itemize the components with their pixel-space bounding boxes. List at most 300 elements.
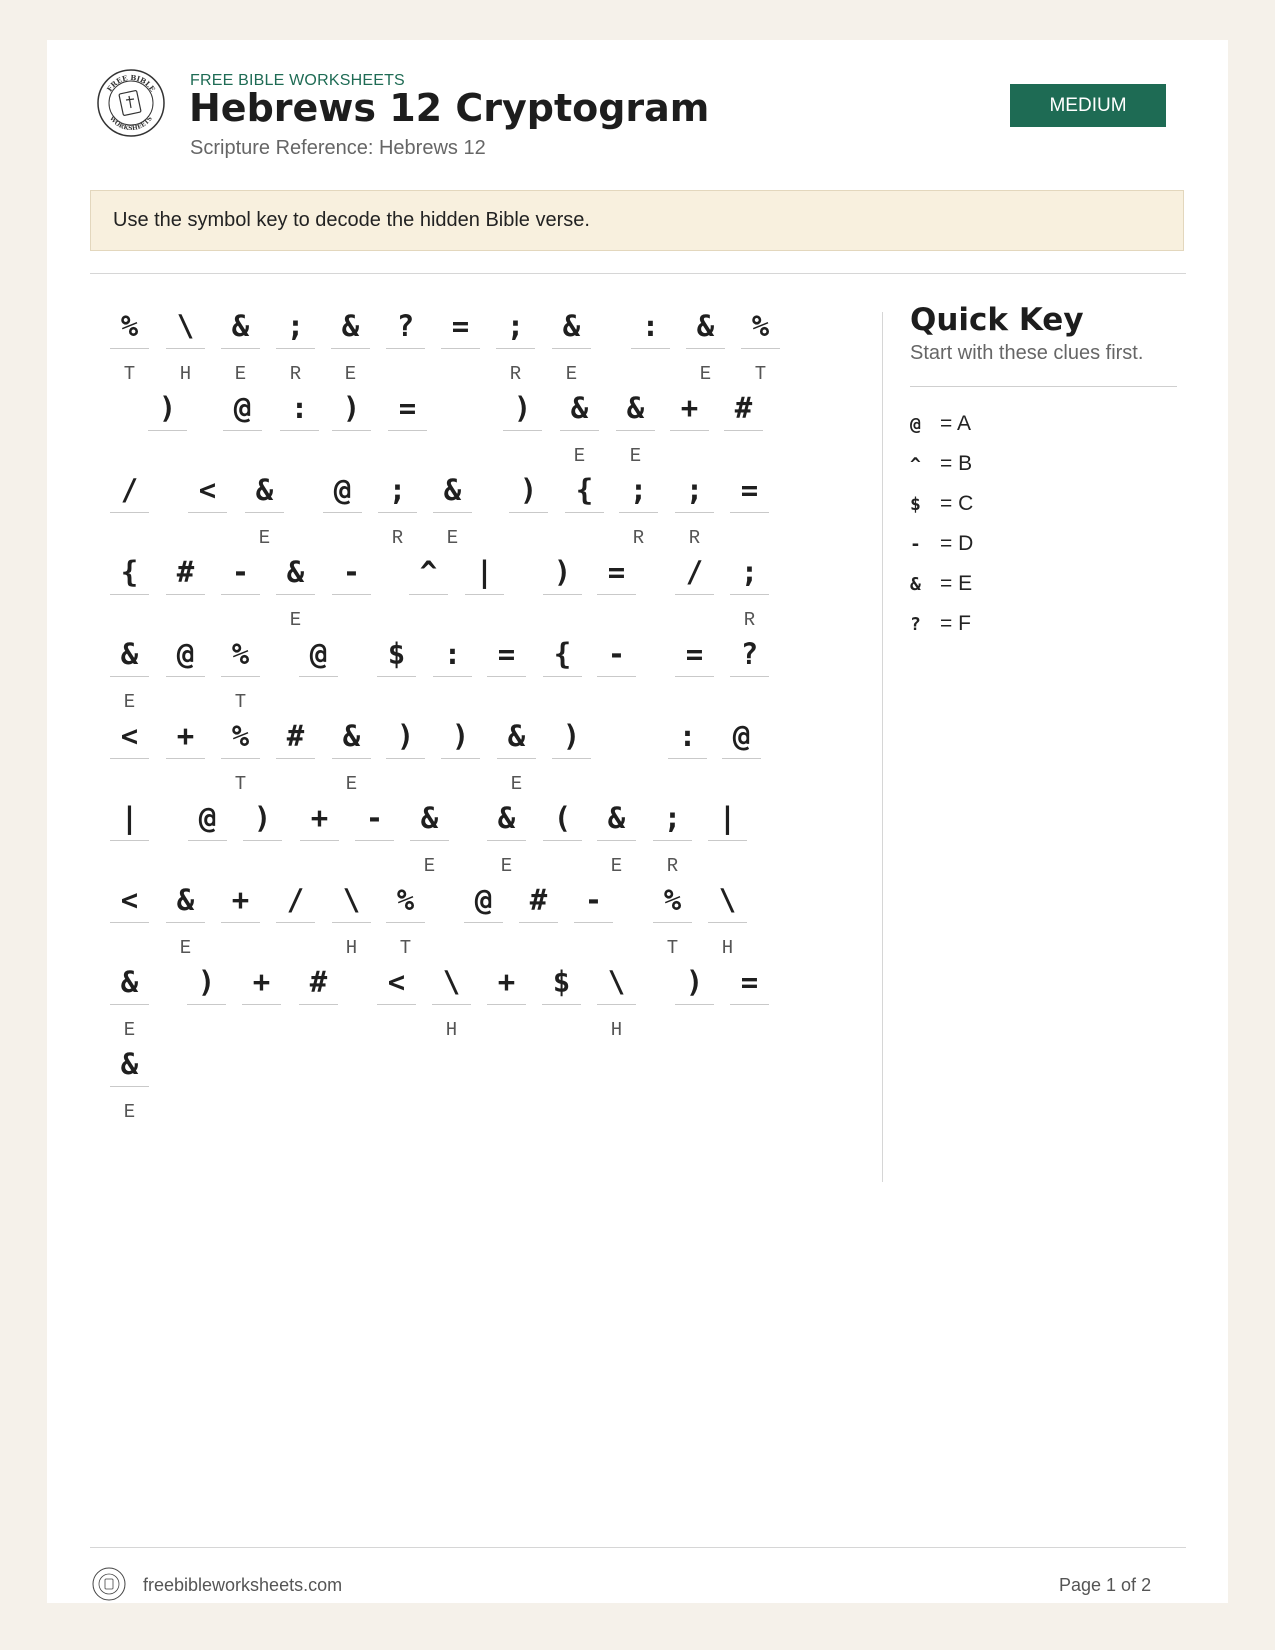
answer-line <box>280 430 319 431</box>
key-letter: = A <box>940 412 971 435</box>
answer-line <box>543 676 582 677</box>
answer-letter <box>464 935 503 961</box>
cipher-symbol: ? <box>740 637 759 671</box>
cipher-symbol: ) <box>553 555 572 589</box>
cipher-symbol: \ <box>176 309 195 343</box>
cipher-symbol: | <box>718 801 737 835</box>
cipher-symbol: : <box>290 391 309 425</box>
scripture-reference: Scripture Reference: Hebrews 12 <box>190 137 486 159</box>
answer-letter <box>166 689 205 715</box>
cipher-cell <box>221 878 260 961</box>
answer-line <box>276 922 315 923</box>
cipher-symbol: & <box>255 473 274 507</box>
key-letter: = D <box>940 532 974 555</box>
cipher-cell <box>331 304 370 387</box>
cipher-cell <box>708 796 747 879</box>
cipher-symbol: & <box>562 309 581 343</box>
answer-letter <box>166 771 205 797</box>
answer-letter <box>188 525 227 551</box>
answer-letter <box>110 607 149 633</box>
cipher-symbol: & <box>120 1047 139 1081</box>
cipher-cell <box>332 386 371 469</box>
answer-line <box>653 840 692 841</box>
cipher-cell <box>619 468 658 551</box>
cipher-symbol: ) <box>562 719 581 753</box>
cipher-cell <box>543 796 582 879</box>
cipher-cell <box>543 632 582 715</box>
answer-letter: R <box>289 363 302 385</box>
answer-letter <box>552 771 591 797</box>
answer-letter <box>543 689 582 715</box>
answer-letter <box>730 689 769 715</box>
answer-line <box>465 594 504 595</box>
cipher-cell <box>560 386 599 469</box>
cipher-symbol: - <box>584 883 603 917</box>
answer-letter: H <box>445 1019 458 1041</box>
cipher-symbol: | <box>120 801 139 835</box>
cipher-cell <box>741 304 780 387</box>
answer-letter <box>730 525 769 551</box>
cipher-cell <box>110 796 149 879</box>
cipher-cell <box>386 304 425 387</box>
cipher-symbol: - <box>607 637 626 671</box>
cipher-cell <box>110 632 149 715</box>
cipher-symbol: = <box>497 637 516 671</box>
cipher-cell <box>542 960 581 1043</box>
answer-letter: T <box>234 773 247 795</box>
quick-key-subtitle: Start with these clues first. <box>910 342 1144 364</box>
answer-letter: E <box>179 937 192 959</box>
answer-line <box>148 430 187 431</box>
cipher-symbol: + <box>680 391 699 425</box>
answer-line <box>496 348 535 349</box>
answer-line <box>597 594 636 595</box>
brand-label: FREE BIBLE WORKSHEETS <box>190 72 405 89</box>
cipher-cell <box>299 632 338 715</box>
cipher-symbol: ? <box>396 309 415 343</box>
answer-line <box>355 840 394 841</box>
answer-letter <box>441 771 480 797</box>
answer-line <box>543 840 582 841</box>
cipher-cell <box>223 386 262 469</box>
cipher-cell <box>409 550 448 633</box>
answer-letter <box>597 607 636 633</box>
answer-letter <box>465 607 504 633</box>
answer-letter: T <box>754 363 767 385</box>
instruction-box: Use the symbol key to decode the hidden Bible verse. <box>90 190 1184 251</box>
answer-letter: R <box>666 855 679 877</box>
answer-line <box>166 676 205 677</box>
cipher-cell <box>242 960 281 1043</box>
cipher-cell <box>221 550 260 633</box>
quick-key-item <box>910 484 973 524</box>
cipher-cell <box>166 632 205 715</box>
answer-letter <box>542 1017 581 1043</box>
cipher-cell <box>675 468 714 551</box>
answer-line <box>110 840 149 841</box>
cipher-symbol: ) <box>451 719 470 753</box>
cipher-cell <box>166 304 205 387</box>
cipher-symbol: @ <box>198 801 217 835</box>
cipher-symbol: & <box>341 309 360 343</box>
cipher-cell <box>276 550 315 633</box>
answer-letter <box>409 607 448 633</box>
answer-letter <box>388 443 427 469</box>
cipher-cell <box>730 468 769 551</box>
cipher-symbol: ) <box>158 391 177 425</box>
answer-letter <box>487 689 526 715</box>
answer-line <box>221 922 260 923</box>
answer-letter <box>675 689 714 715</box>
answer-line <box>675 676 714 677</box>
answer-letter: T <box>234 691 247 713</box>
cipher-cell <box>675 550 714 633</box>
answer-line <box>543 594 582 595</box>
answer-letter <box>543 853 582 879</box>
answer-letter: H <box>721 937 734 959</box>
answer-letter <box>332 607 371 633</box>
cipher-symbol: & <box>626 391 645 425</box>
answer-letter <box>110 525 149 551</box>
cipher-symbol: ) <box>253 801 272 835</box>
cipher-symbol: = <box>607 555 626 589</box>
answer-line <box>242 1004 281 1005</box>
cipher-symbol: ; <box>286 309 305 343</box>
cipher-symbol: ( <box>553 801 572 835</box>
answer-letter <box>332 443 371 469</box>
answer-line <box>332 430 371 431</box>
cipher-cell <box>221 714 260 797</box>
cipher-cell <box>487 960 526 1043</box>
answer-letter: E <box>344 363 357 385</box>
answer-line <box>730 676 769 677</box>
answer-line <box>433 676 472 677</box>
cipher-symbol: @ <box>176 637 195 671</box>
key-symbol: $ <box>910 494 921 515</box>
answer-letter <box>543 607 582 633</box>
cipher-symbol: = <box>451 309 470 343</box>
cipher-symbol: = <box>685 637 704 671</box>
answer-line <box>519 922 558 923</box>
answer-line <box>166 594 205 595</box>
cipher-symbol: & <box>443 473 462 507</box>
cipher-cell <box>509 468 548 551</box>
cipher-cell <box>597 796 636 879</box>
answer-letter: T <box>399 937 412 959</box>
answer-line <box>597 676 636 677</box>
answer-line <box>597 840 636 841</box>
cipher-symbol: = <box>740 473 759 507</box>
quick-key-item <box>910 564 973 604</box>
cipher-symbol: ) <box>342 391 361 425</box>
cipher-symbol: & <box>342 719 361 753</box>
cipher-cell <box>686 304 725 387</box>
answer-line <box>110 676 149 677</box>
answer-letter <box>722 771 761 797</box>
cipher-cell <box>377 632 416 715</box>
answer-line <box>410 840 449 841</box>
cipher-symbol: { <box>553 637 572 671</box>
cipher-cell <box>221 304 260 387</box>
cipher-symbol: < <box>198 473 217 507</box>
answer-line <box>276 594 315 595</box>
cipher-cell <box>110 714 149 797</box>
key-letter: = F <box>940 612 971 635</box>
footer-divider <box>90 1547 1186 1548</box>
answer-line <box>670 430 709 431</box>
answer-line <box>433 512 472 513</box>
quick-key-item <box>910 524 973 564</box>
answer-letter <box>503 443 542 469</box>
cipher-symbol: ; <box>629 473 648 507</box>
answer-letter <box>187 1017 226 1043</box>
answer-letter <box>188 853 227 879</box>
key-letter: = C <box>940 492 974 515</box>
answer-letter <box>223 443 262 469</box>
answer-letter <box>675 607 714 633</box>
cipher-cell <box>110 878 149 961</box>
footer-site: freebibleworksheets.com <box>143 1575 343 1595</box>
cipher-symbol: - <box>365 801 384 835</box>
answer-letter: E <box>610 855 623 877</box>
cipher-symbol: & <box>286 555 305 589</box>
answer-letter <box>487 1017 526 1043</box>
answer-letter <box>386 361 425 387</box>
answer-letter: H <box>345 937 358 959</box>
cipher-cell <box>616 386 655 469</box>
cipher-cell <box>276 878 315 961</box>
answer-letter: E <box>289 609 302 631</box>
cipher-symbol: # <box>309 965 328 999</box>
logo-top-text: FREE BIBLE <box>104 72 158 94</box>
cipher-symbol: \ <box>607 965 626 999</box>
answer-letter: E <box>234 363 247 385</box>
cipher-symbol: / <box>685 555 704 589</box>
quick-key-item <box>910 604 973 644</box>
answer-letter <box>386 771 425 797</box>
cipher-symbol: + <box>176 719 195 753</box>
cipher-symbol: ; <box>506 309 525 343</box>
answer-line <box>464 922 503 923</box>
key-letter: = E <box>940 572 973 595</box>
cipher-cell <box>543 550 582 633</box>
answer-letter: H <box>610 1019 623 1041</box>
cipher-symbol: ) <box>513 391 532 425</box>
answer-letter <box>377 689 416 715</box>
answer-line <box>487 840 526 841</box>
cipher-symbol: @ <box>309 637 328 671</box>
cipher-cell <box>670 386 709 469</box>
cipher-cell <box>464 878 503 961</box>
answer-line <box>166 922 205 923</box>
cipher-symbol: \ <box>442 965 461 999</box>
quick-key-item <box>910 444 973 484</box>
cipher-cell <box>188 796 227 879</box>
cipher-symbol: ) <box>197 965 216 999</box>
cipher-cell <box>552 304 591 387</box>
answer-line <box>110 512 149 513</box>
answer-letter <box>110 935 149 961</box>
answer-line <box>332 758 371 759</box>
cipher-cell <box>433 468 472 551</box>
answer-line <box>386 348 425 349</box>
cipher-cell <box>221 632 260 715</box>
answer-letter <box>574 935 613 961</box>
footer-logo-icon <box>92 1567 126 1601</box>
answer-line <box>668 758 707 759</box>
cipher-symbol: % <box>751 309 770 343</box>
cipher-symbol: & <box>570 391 589 425</box>
cipher-symbol: @ <box>732 719 751 753</box>
answer-line <box>187 1004 226 1005</box>
answer-letter <box>243 853 282 879</box>
answer-letter <box>166 607 205 633</box>
answer-line <box>221 348 260 349</box>
cipher-symbol: = <box>740 965 759 999</box>
answer-letter: E <box>123 691 136 713</box>
answer-letter <box>148 443 187 469</box>
cipher-symbol: - <box>231 555 250 589</box>
answer-line <box>166 348 205 349</box>
answer-line <box>741 348 780 349</box>
cipher-cell <box>441 714 480 797</box>
cipher-symbol: : <box>443 637 462 671</box>
cipher-cell <box>388 386 427 469</box>
cipher-symbol: | <box>475 555 494 589</box>
worksheet-page <box>47 40 1228 1603</box>
answer-letter <box>355 853 394 879</box>
answer-letter: R <box>688 527 701 549</box>
answer-line <box>497 758 536 759</box>
answer-letter: R <box>743 609 756 631</box>
answer-line <box>332 594 371 595</box>
answer-letter: E <box>573 445 586 467</box>
cipher-symbol: / <box>286 883 305 917</box>
key-symbol: @ <box>910 414 921 435</box>
cipher-cell <box>188 468 227 551</box>
answer-line <box>487 676 526 677</box>
cipher-cell <box>730 960 769 1043</box>
cipher-symbol: @ <box>233 391 252 425</box>
answer-letter: R <box>632 527 645 549</box>
answer-letter <box>724 443 763 469</box>
answer-line <box>188 512 227 513</box>
cipher-symbol: % <box>231 719 250 753</box>
answer-letter: E <box>423 855 436 877</box>
answer-line <box>110 758 149 759</box>
answer-line <box>565 512 604 513</box>
cipher-cell <box>386 878 425 961</box>
cipher-symbol: ; <box>388 473 407 507</box>
cryptogram-puzzle <box>47 40 897 1240</box>
answer-letter <box>675 1017 714 1043</box>
cipher-cell <box>245 468 284 551</box>
answer-line <box>110 1004 149 1005</box>
answer-letter <box>276 935 315 961</box>
cipher-symbol: < <box>120 719 139 753</box>
quick-key-divider <box>910 386 1177 387</box>
page-number: Page 1 of 2 <box>1059 1575 1152 1595</box>
cipher-symbol: \ <box>342 883 361 917</box>
answer-line <box>299 676 338 677</box>
cipher-symbol: % <box>231 637 250 671</box>
answer-line <box>574 922 613 923</box>
answer-line <box>221 594 260 595</box>
cipher-cell <box>432 960 471 1043</box>
answer-letter <box>377 1017 416 1043</box>
cipher-cell <box>410 796 449 879</box>
cipher-cell <box>355 796 394 879</box>
difficulty-badge: MEDIUM <box>1010 84 1166 127</box>
answer-line <box>221 758 260 759</box>
cipher-cell <box>377 960 416 1043</box>
cipher-cell <box>631 304 670 387</box>
answer-letter: H <box>179 363 192 385</box>
answer-line <box>619 512 658 513</box>
answer-line <box>560 430 599 431</box>
cipher-symbol: # <box>734 391 753 425</box>
answer-letter <box>323 525 362 551</box>
answer-letter <box>110 771 149 797</box>
cipher-symbol: # <box>529 883 548 917</box>
answer-letter <box>433 689 472 715</box>
answer-line <box>166 758 205 759</box>
answer-letter <box>242 1017 281 1043</box>
answer-line <box>377 676 416 677</box>
answer-letter <box>300 853 339 879</box>
answer-line <box>386 758 425 759</box>
cipher-symbol: ; <box>685 473 704 507</box>
key-symbol: & <box>910 574 921 595</box>
cipher-symbol: + <box>252 965 271 999</box>
cipher-cell <box>110 1042 149 1125</box>
cipher-symbol: ^ <box>419 555 438 589</box>
cipher-cell <box>574 878 613 961</box>
cipher-cell <box>378 468 417 551</box>
answer-line <box>110 922 149 923</box>
cipher-cell <box>597 632 636 715</box>
key-letter: = B <box>940 452 973 475</box>
answer-line <box>377 1004 416 1005</box>
answer-letter <box>708 853 747 879</box>
column-divider <box>882 312 883 1182</box>
cipher-cell <box>110 468 149 551</box>
cipher-symbol: / <box>120 473 139 507</box>
answer-line <box>323 512 362 513</box>
cipher-symbol: & <box>420 801 439 835</box>
cipher-symbol: : <box>641 309 660 343</box>
answer-line <box>388 430 427 431</box>
answer-letter <box>441 361 480 387</box>
cipher-cell <box>187 960 226 1043</box>
cipher-symbol: % <box>663 883 682 917</box>
quick-key-list <box>910 404 973 644</box>
cipher-symbol: & <box>120 965 139 999</box>
cipher-cell <box>110 960 149 1043</box>
cipher-cell <box>386 714 425 797</box>
answer-letter: E <box>123 1101 136 1123</box>
cipher-cell <box>730 550 769 633</box>
cipher-cell <box>597 550 636 633</box>
answer-line <box>675 512 714 513</box>
cipher-cell <box>487 796 526 879</box>
answer-line <box>110 594 149 595</box>
answer-line <box>441 758 480 759</box>
cipher-cell <box>675 960 714 1043</box>
answer-line <box>276 348 315 349</box>
answer-line <box>708 840 747 841</box>
cipher-cell <box>166 714 205 797</box>
